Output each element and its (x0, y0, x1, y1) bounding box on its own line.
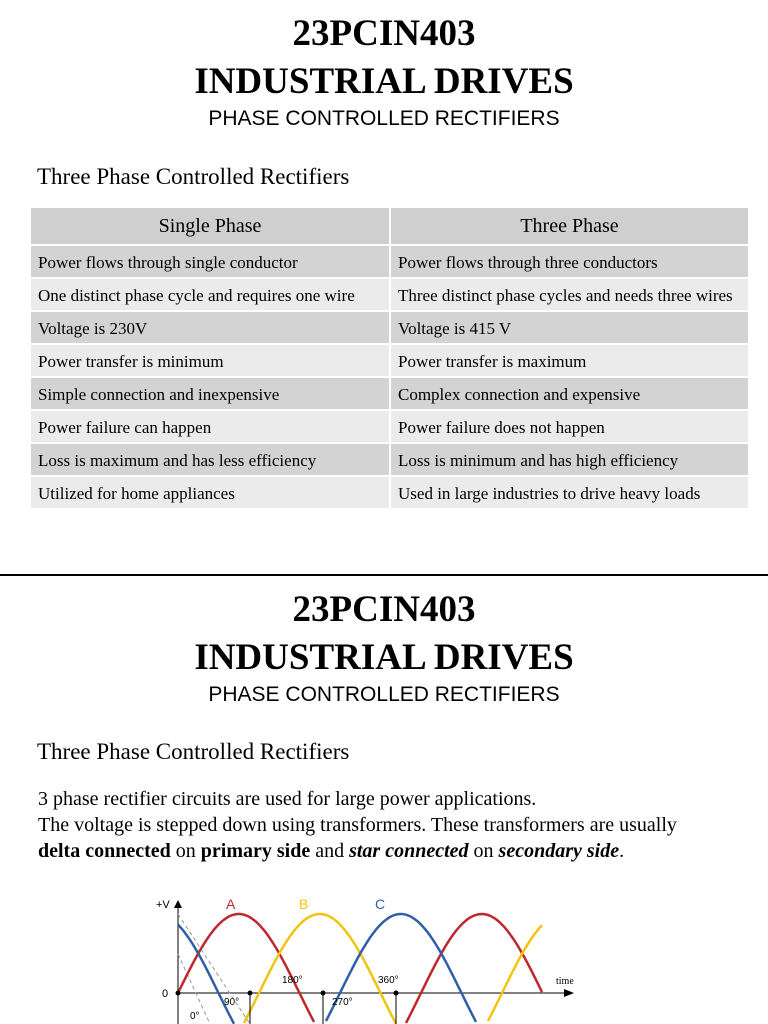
angle-label-360: 360° (378, 975, 399, 986)
text-fragment: . (619, 840, 625, 862)
section-title: Three Phase Controlled Rectifiers (37, 164, 350, 189)
course-code: 23PCIN403 (292, 589, 476, 630)
course-name: INDUSTRIAL DRIVES (194, 61, 574, 102)
comparison-table (31, 208, 750, 508)
text-fragment: on (170, 840, 201, 862)
phase-c-label: C (375, 896, 386, 912)
table-cell: Voltage is 230V (31, 311, 390, 344)
phase-b-label: B (299, 896, 309, 912)
x-axis-arrow (564, 989, 574, 997)
course-code: 23PCIN403 (292, 13, 476, 54)
table-cell: Loss is minimum and has high efficiency (390, 443, 749, 476)
phase-c-wave (178, 914, 476, 1024)
section-title: Three Phase Controlled Rectifiers (37, 739, 350, 764)
header-single-phase: Single Phase (31, 208, 390, 245)
emphasis-delta: delta connected (38, 840, 171, 862)
table-cell: Used in large industries to drive heavy loads (390, 476, 749, 508)
paragraph-line: The voltage is stepped down using transformers. These transformers are usually (38, 814, 677, 836)
table-row (31, 245, 749, 278)
table-cell: Utilized for home appliances (31, 476, 390, 508)
angle-label-90: 90° (224, 997, 240, 1008)
angle-label-270: 270° (332, 997, 353, 1008)
table-row (31, 344, 749, 377)
table-row (31, 377, 749, 410)
text-fragment: and (310, 840, 350, 862)
y-axis-arrow (174, 900, 182, 908)
table-cell: Three distinct phase cycles and needs three wires (390, 278, 749, 311)
course-name: INDUSTRIAL DRIVES (194, 637, 574, 678)
table-row (31, 443, 749, 476)
angle-label-180: 180° (282, 975, 303, 986)
point-360 (394, 991, 399, 996)
paragraph-line: 3 phase rectifier circuits are used for large power applications. (38, 788, 537, 810)
emphasis-star: star connected (349, 840, 469, 862)
text-fragment: on (468, 840, 499, 862)
origin-label: 0 (162, 988, 169, 1000)
table-cell: Complex connection and expensive (390, 377, 749, 410)
table-row (31, 476, 749, 508)
table-header-row (31, 208, 749, 245)
emphasis-primary: primary side (200, 840, 311, 862)
emphasis-secondary: secondary side (498, 840, 620, 862)
y-axis-label: +V (156, 899, 170, 911)
table-cell: Power transfer is maximum (390, 344, 749, 377)
unit-title: PHASE CONTROLLED RECTIFIERS (208, 107, 560, 130)
table-row (31, 410, 749, 443)
point-270 (321, 991, 326, 996)
table-cell: Power failure can happen (31, 410, 390, 443)
phase-a-label: A (226, 896, 236, 912)
paragraph-line (38, 838, 738, 864)
table-cell: Voltage is 415 V (390, 311, 749, 344)
table-cell: Power failure does not happen (390, 410, 749, 443)
three-phase-waveform-figure (150, 894, 590, 1024)
slide-2 (0, 576, 768, 1024)
table-row (31, 278, 749, 311)
table-row (31, 311, 749, 344)
table-cell: Power transfer is minimum (31, 344, 390, 377)
table-cell: Power flows through single conductor (31, 245, 390, 278)
angle-label-0: 0° (190, 1011, 200, 1022)
point-90 (248, 991, 253, 996)
table-cell: Loss is maximum and has less efficiency (31, 443, 390, 476)
header-three-phase: Three Phase (390, 208, 749, 245)
table-cell: Power flows through three conductors (390, 245, 749, 278)
point-0 (176, 991, 181, 996)
table-cell: One distinct phase cycle and requires one wire (31, 278, 390, 311)
x-axis-label: time (556, 976, 574, 987)
table-cell: Simple connection and inexpensive (31, 377, 390, 410)
body-paragraph (38, 786, 738, 864)
unit-title: PHASE CONTROLLED RECTIFIERS (208, 683, 560, 706)
